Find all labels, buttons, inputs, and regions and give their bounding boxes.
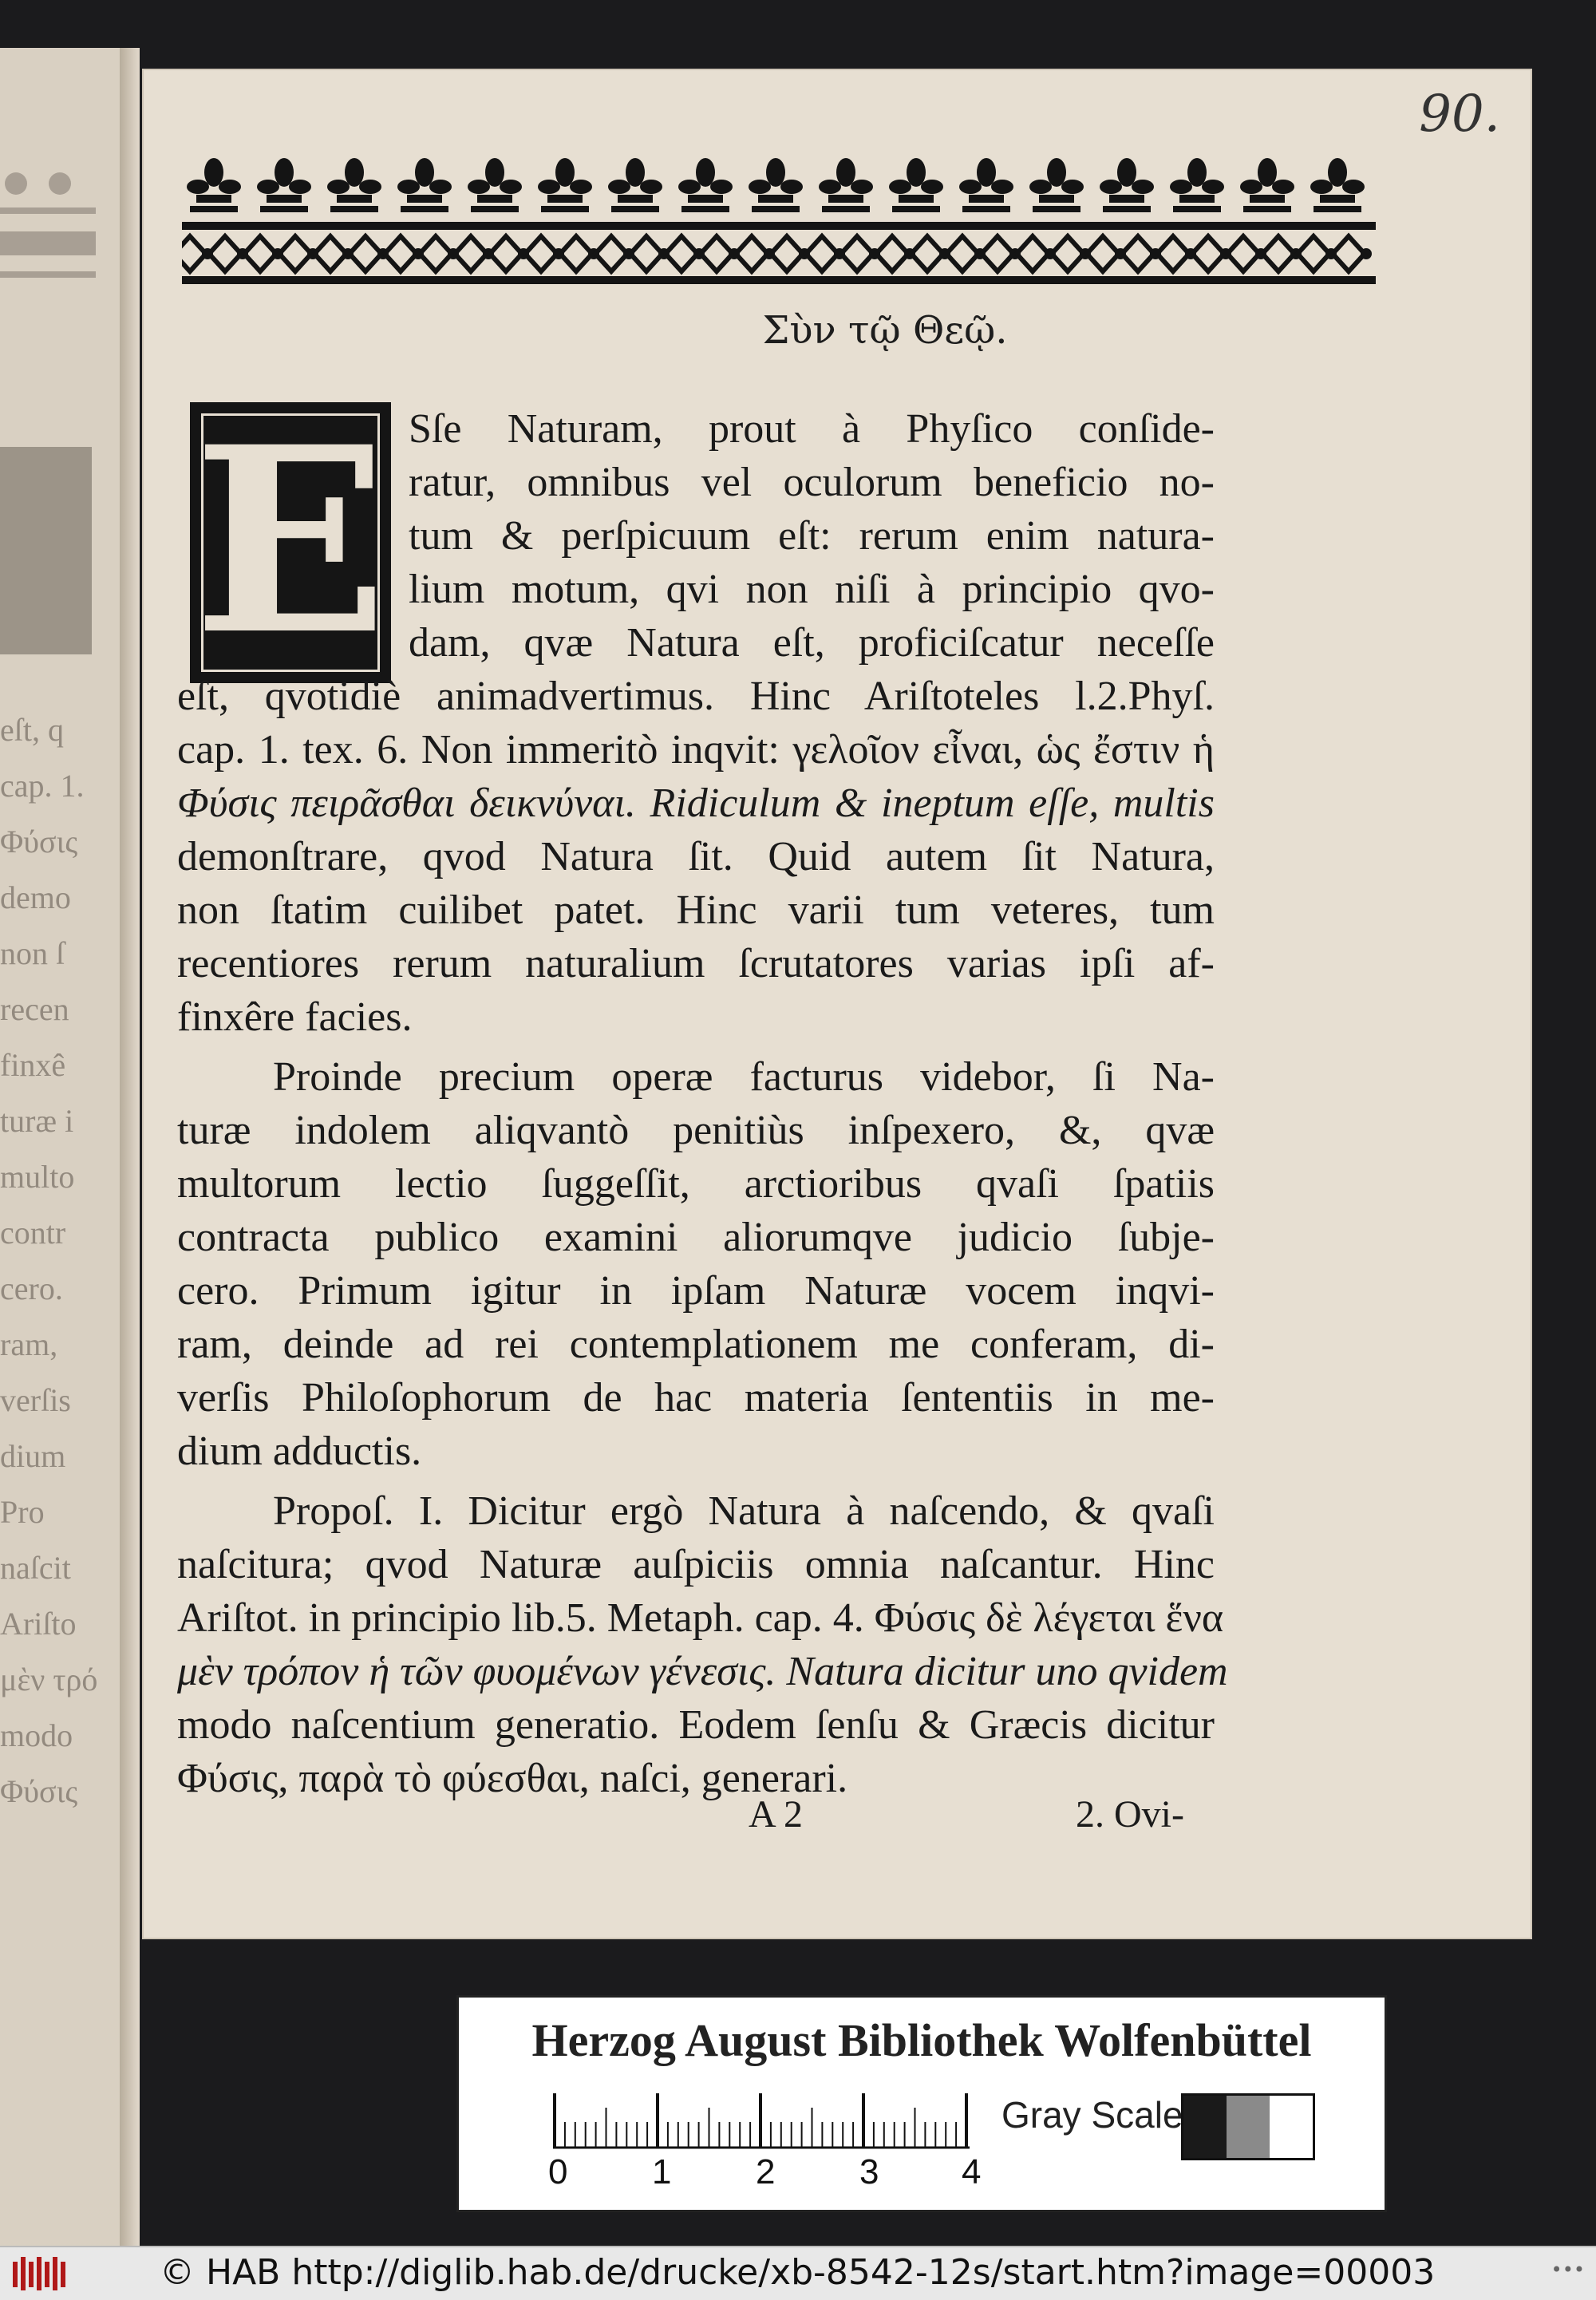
hab-logo-icon (11, 2254, 67, 2294)
previous-page-fragment: contr (0, 1215, 66, 1251)
previous-page-fragment: finxê (0, 1047, 66, 1083)
measurement-ruler (553, 2093, 970, 2149)
folio-number: 90. (1419, 85, 1500, 144)
previous-page-fragment: non ſ (0, 935, 65, 971)
invocation-heading: Σὺν τῷ Θεῷ. (762, 308, 1008, 353)
previous-page-fragment: eſt, q (0, 712, 64, 748)
library-name: Herzog August Bibliothek Wolfenbüttel (531, 2014, 1312, 2066)
text-line: dam, qvæ Natura eſt, proficiſcatur neceſſe (409, 620, 1215, 666)
text-line: cero. Primum igitur in ipſam Naturæ vocem inqvi- (177, 1268, 1215, 1314)
library-reference-card (456, 1995, 1387, 2212)
text-line: non ſtatim cuilibet patet. Hinc varii tum veteres, tum (177, 887, 1215, 933)
text-line: ratur, omnibus vel oculorum beneficio no- (409, 460, 1215, 505)
initial-letter: E (193, 392, 388, 691)
ruler-number: 2 (756, 2152, 776, 2191)
previous-page-ornament (0, 152, 96, 319)
text-line: modo naſcentium generatio. Eodem ſenſu & Græcis dicitur (177, 1702, 1215, 1748)
text-line: tum & perſpicuum eſt: rerum enim natura- (409, 513, 1215, 559)
text-line: eſt, qvotidiè animadvertimus. Hinc Ariſtoteles l.2.Phyſ. (177, 674, 1215, 719)
previous-page-fragment: ram, (0, 1326, 58, 1362)
footer-bar (0, 2246, 1596, 2300)
text-line: recentiores rerum naturalium ſcrutatores varias ipſi af- (177, 941, 1215, 986)
body-text (177, 392, 1228, 1805)
gray-swatch (1270, 2096, 1313, 2158)
gray-scale-swatches (1181, 2093, 1315, 2160)
catchword: 2. Ovi- (1076, 1793, 1184, 1836)
text-line: cap. 1. tex. 6. Non immeritò inqvit: γελοῖον εἶναι, ὡς ἔστιν ἡ (177, 727, 1215, 773)
previous-page-initial (0, 447, 92, 654)
previous-page-fragment: verſis (0, 1382, 71, 1418)
text-line: Φύσις πειρᾶσθαι δεικνύναι. Ridiculum & ineptum eſſe, multis (177, 780, 1215, 826)
book-page (142, 69, 1532, 1939)
gray-swatch (1227, 2096, 1270, 2158)
previous-page-fragment: naſcit (0, 1550, 71, 1586)
previous-page-fragment: μὲν τρό (0, 1662, 98, 1697)
gray-scale-label: Gray Scale (1001, 2094, 1183, 2136)
previous-page-fragment: Φύσις (0, 1773, 78, 1809)
previous-page-fragment: dium (0, 1438, 66, 1474)
ruler-number: 1 (652, 2152, 672, 2191)
text-line: Ariſtot. in principio lib.5. Metaph. cap. 4. Φύσις δὲ λέγεται ἕνα (177, 1595, 1224, 1641)
signature-mark: A 2 (749, 1793, 804, 1836)
previous-page-fragment: demo (0, 879, 71, 915)
text-line: μὲν τρόπον ἡ τῶν φυομένων γένεσις. Natura dicitur uno qvidem (177, 1649, 1228, 1694)
previous-page-text (0, 702, 108, 1820)
previous-page-fragment: recen (0, 991, 69, 1027)
ruler-number: 3 (859, 2152, 879, 2191)
text-line: ram, deinde ad rei contemplationem me conferam, di- (177, 1322, 1215, 1367)
text-line: turæ indolem aliqvantò penitiùs inſpexero, &, qvæ (177, 1108, 1215, 1153)
ruler-number: 0 (548, 2152, 568, 2191)
text-line: contracta publico examini aliorumqve judicio ſubje- (177, 1215, 1215, 1260)
text-line: lium motum, qvi non niſi à principio qvo- (409, 567, 1215, 612)
previous-page-edge (0, 48, 140, 2266)
text-line: dium adductis. (177, 1429, 422, 1474)
previous-page-fragment: Pro (0, 1494, 45, 1530)
text-line: Φύσις, παρὰ τὸ φύεσθαι, naſci, generari. (177, 1756, 848, 1801)
previous-page-fragment: Ariſto (0, 1606, 77, 1642)
corner-mark: ••• (1551, 2259, 1585, 2281)
text-line: demonſtrare, qvod Natura ſit. Quid autem ſit Natura, (177, 834, 1215, 879)
text-line: verſis Philoſophorum de hac materia ſententiis in me- (177, 1375, 1215, 1421)
ruler-number: 4 (962, 2152, 982, 2191)
text-line: Sſe Naturam, prout à Phyſico conſide- (409, 406, 1215, 452)
gray-swatch (1183, 2096, 1227, 2158)
source-url-text: © HAB http://diglib.hab.de/drucke/xb-8542-12s/start.htm?image=00003 (160, 2252, 1436, 2293)
text-line: finxêre facies. (177, 994, 413, 1040)
text-line: naſcitura; qvod Naturæ auſpiciis omnia naſcantur. Hinc (177, 1542, 1215, 1587)
text-line: Proinde precium operæ facturus videbor, ſi Na- (273, 1054, 1215, 1100)
previous-page-fragment: Φύσις (0, 824, 78, 860)
previous-page-fragment: modo (0, 1717, 73, 1753)
previous-page-fragment: multo (0, 1159, 75, 1195)
previous-page-fragment: turæ i (0, 1103, 74, 1139)
text-line: multorum lectio ſuggeſſit, arctioribus qvaſi ſpatiis (177, 1161, 1215, 1207)
previous-page-fragment: cero. (0, 1271, 63, 1306)
page-gutter (120, 48, 140, 2266)
previous-page-fragment: cap. 1. (0, 768, 85, 804)
text-line: Propoſ. I. Dicitur ergò Natura à naſcendo, & qvaſi (273, 1488, 1215, 1534)
